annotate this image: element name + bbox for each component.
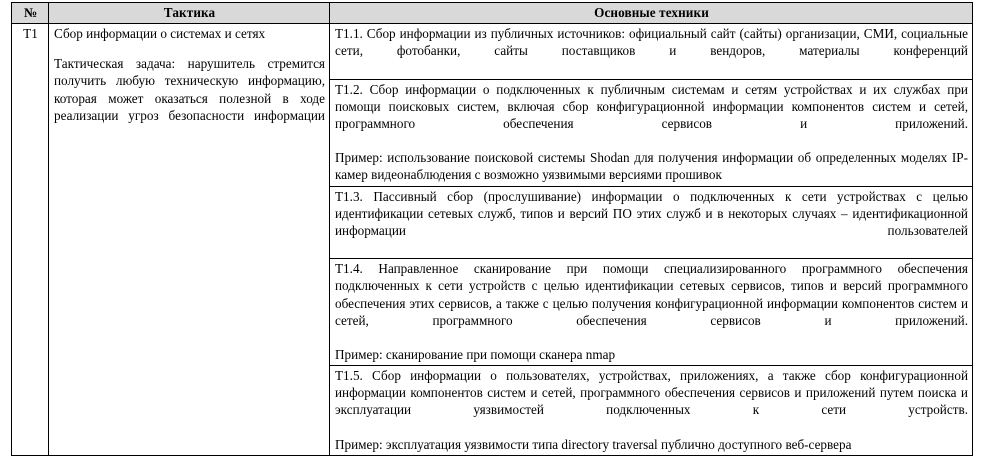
column-header-number: № (12, 3, 49, 24)
technique-text: T1.5. Сбор информации о пользователях, устройствах, приложениях, а также сбор конфигурационной информации компонентов систем и сетей, программного обеспечения сервисов и приложений путем поиска и эксплуатации уязвимостей подключенных к сети устройств. (335, 368, 968, 418)
column-header-techniques: Основные техники (330, 3, 973, 24)
tactic-description-cell (49, 24, 330, 456)
technique-example: Пример: сканирование при помощи сканера nmap (335, 346, 616, 362)
technique-example: Пример: эксплуатация уязвимости типа directory traversal публично доступного веб-сервера (335, 436, 852, 452)
technique-cell-t1-5 (330, 366, 973, 456)
technique-text: T1.4. Направленное сканирование при помощи специализированного программного обеспечения подключенных к сети устройств с целью идентификации сетевых сервисов, типов и версий программного обеспечения этих сервисов, а также с целью получения конфигурационной информации компонентов систем и сетей, программного обеспечения сервисов и приложений. (335, 261, 968, 328)
tactic-title: Сбор информации о системах и сетях (54, 26, 266, 42)
technique-cell-t1-2 (330, 79, 973, 186)
technique-text: T1.3. Пассивный сбор (прослушивание) информации о подключенных к сети устройствах с целью идентификации сетевых служб, типов и версий ПО этих служб и в некоторых случаях – идентификационной информации пользователей (335, 188, 968, 238)
tactic-id-cell: T1 (12, 24, 49, 456)
column-header-tactic: Тактика (49, 3, 330, 24)
table-body (12, 24, 973, 456)
technique-cell-t1-1 (330, 24, 973, 79)
table-header-row (12, 3, 973, 24)
tactic-task-description: Тактическая задача: нарушитель стремится получить любую техническую информацию, которая может оказаться полезной в ходе реализации угроз безопасности информации (54, 56, 325, 123)
technique-cell-t1-4 (330, 259, 973, 366)
tactics-techniques-table (11, 2, 973, 456)
technique-text: T1.1. Сбор информации из публичных источников: официальный сайт (сайты) организации, СМИ, социальные сети, фотобанки, сайты поставщиков и вендоров, материалы конференций (335, 26, 968, 59)
technique-cell-t1-3 (330, 186, 973, 259)
technique-text: T1.2. Сбор информации о подключенных к публичным системам и сетям устройствах и их службах при помощи поисковых систем, включая сбор конфигурационной информации компонентов систем и сетей, программного обеспечения сервисов и приложений. (335, 81, 968, 131)
technique-example: Пример: использование поисковой системы Shodan для получения информации об определенных моделях IP-камер видеонаблюдения с возможно уязвимыми версиями прошивок (335, 150, 968, 183)
table-row (12, 24, 973, 79)
table-header (12, 3, 973, 24)
